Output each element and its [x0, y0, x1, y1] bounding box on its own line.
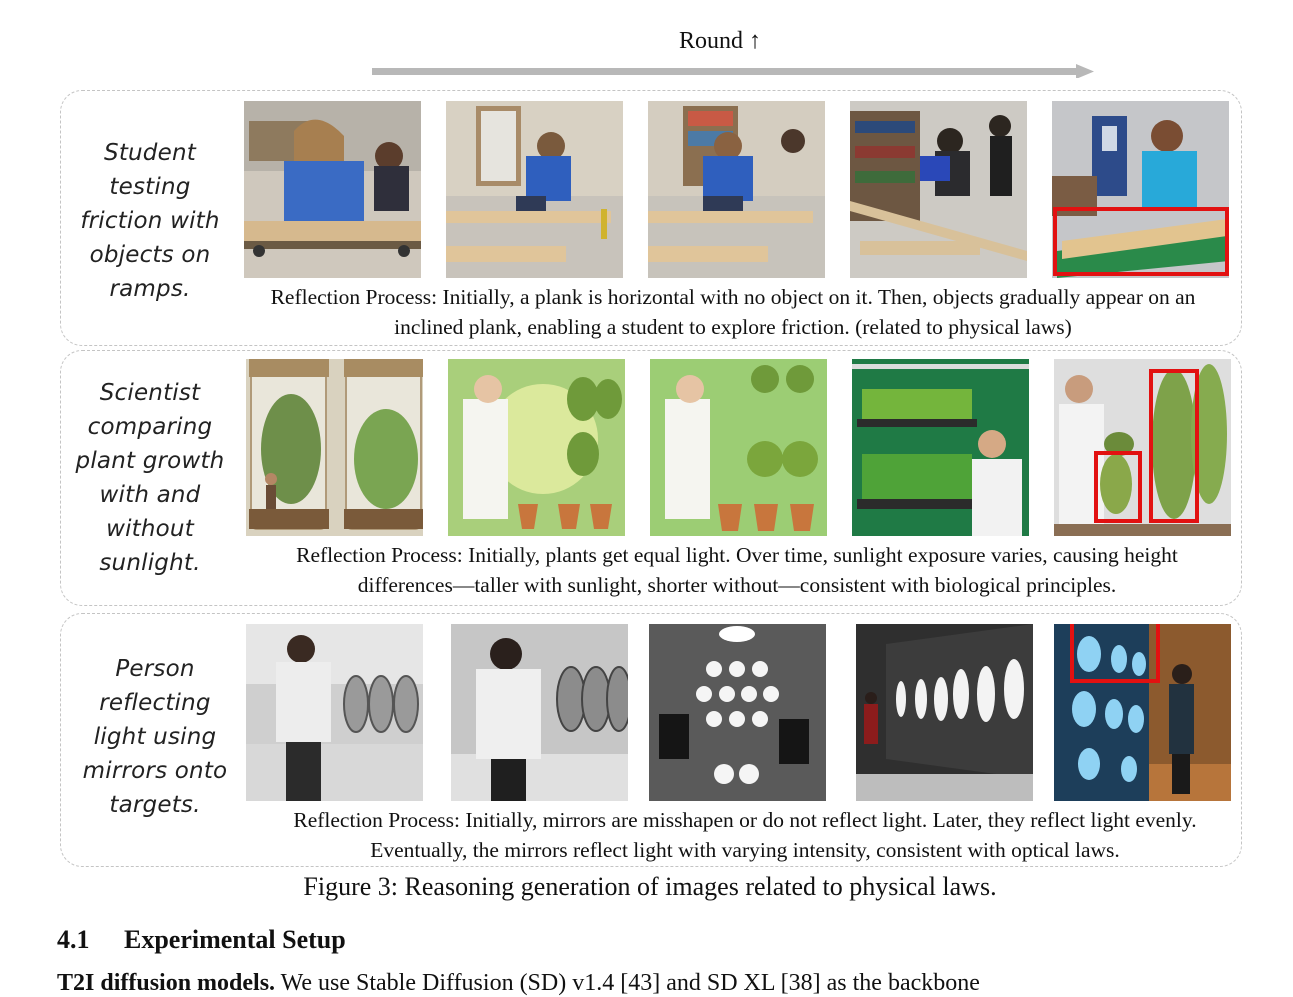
image-friction-round-1 [244, 101, 421, 278]
section-number: 4.1 [57, 925, 90, 954]
image-friction-round-2 [446, 101, 623, 278]
image-mirrors-round-4 [856, 624, 1033, 801]
image-plants-round-2 [448, 359, 625, 536]
reflection-text: Reflection Process: Initially, a plank is horizontal with no object on it. Then, objects gradually appear on an inclined plank, enabling a student to explore friction. (related to physical laws) [270, 285, 1196, 339]
image-mirrors-round-5 [1054, 624, 1231, 801]
round-label: Round ↑ [678, 28, 761, 54]
paragraph-lead: T2I diffusion models. [57, 970, 276, 996]
section-title: Experimental Setup [124, 925, 346, 954]
image-plants-round-4 [852, 359, 1029, 536]
body-paragraph [57, 970, 980, 997]
section-heading [57, 925, 346, 955]
image-plants-round-3 [650, 359, 827, 536]
image-plants-round-1 [246, 359, 423, 536]
image-plants-round-5 [1054, 359, 1231, 536]
row-prompt: Scientist comparing plant growth with and without sunlight. [75, 380, 225, 576]
image-friction-round-3 [648, 101, 825, 278]
image-mirrors-round-2 [451, 624, 628, 801]
figure-caption: Figure 3: Reasoning generation of images related to physical laws. [303, 872, 997, 901]
round-arrow-icon [372, 64, 1094, 78]
paragraph-text: We use Stable Diffusion (SD) v1.4 [43] and SD XL [38] as the backbone [280, 970, 980, 996]
row-prompt: Student testing friction with objects on ramps. [80, 140, 220, 302]
reflection-text: Reflection Process: Initially, plants get equal light. Over time, sunlight exposure varies, causing height differences—taller with sunlight, shorter without—consistent with biological principles. [296, 543, 1178, 597]
row-prompt: Person reflecting light using mirrors onto targets. [82, 656, 228, 818]
image-friction-round-4 [850, 101, 1027, 278]
image-mirrors-round-1 [246, 624, 423, 801]
reflection-text: Reflection Process: Initially, mirrors are misshapen or do not reflect light. Later, they reflect light evenly. Eventually, the mirrors reflect light with varying intensity, consistent with optical laws. [293, 808, 1197, 862]
image-friction-round-5 [1052, 101, 1229, 278]
image-mirrors-round-3 [649, 624, 826, 801]
